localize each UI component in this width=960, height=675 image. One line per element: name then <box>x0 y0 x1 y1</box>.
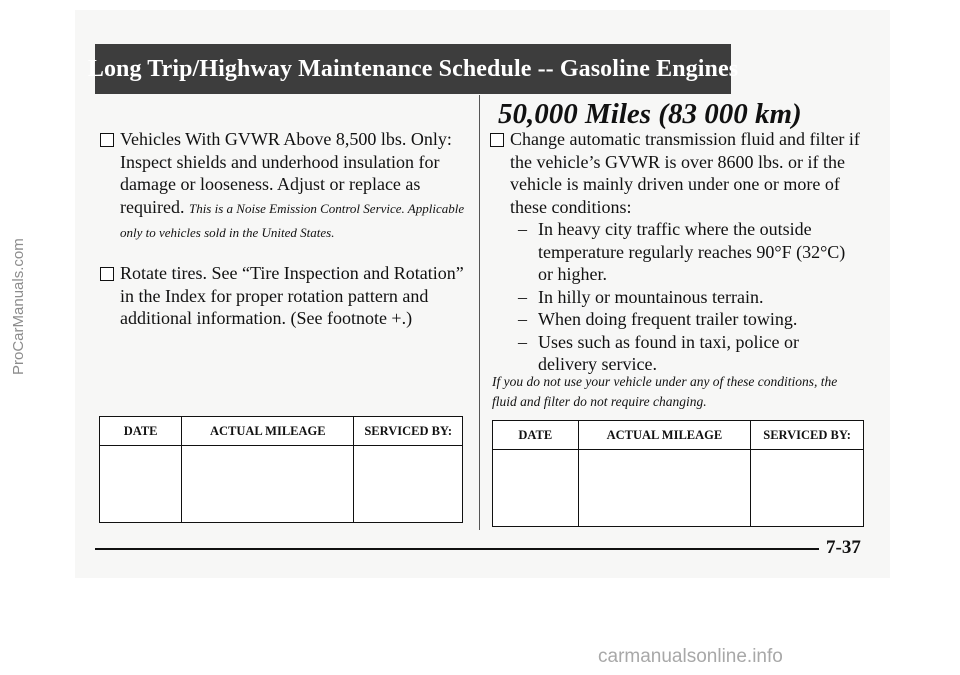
mileage-column-header: ACTUAL MILEAGE <box>578 421 751 450</box>
condition-item: – In heavy city traffic where the outside temperature regularly reaches 90°F (32°C) or higher. <box>518 219 846 284</box>
checkbox-icon <box>490 133 504 147</box>
condition-item: – In hilly or mountainous terrain. <box>518 286 764 307</box>
column-divider <box>479 95 480 530</box>
section-title: Long Trip/Highway Maintenance Schedule -- Gasoline Engines <box>87 55 739 82</box>
date-cell <box>493 450 579 527</box>
side-watermark <box>10 190 28 390</box>
checklist-item-shields <box>100 128 475 245</box>
interval-heading: 50,000 Miles (83 000 km) <box>498 98 802 130</box>
checkbox-icon <box>100 133 114 147</box>
checklist-item-transmission <box>490 128 860 218</box>
mileage-cell <box>578 450 751 527</box>
mileage-cell <box>182 446 354 523</box>
footer-watermark: carmanualsonline.info <box>598 646 783 667</box>
mileage-column-header: ACTUAL MILEAGE <box>182 417 354 446</box>
service-record-table-right <box>492 420 864 527</box>
condition-item: – When doing frequent trailer towing. <box>518 309 798 329</box>
item-rotate-tires-text: Rotate tires. See “Tire Inspection and Rotation” in the Index for proper rotation pattern and additional information. (See footnote +.) <box>120 263 464 328</box>
date-column-header: DATE <box>100 417 182 446</box>
item-shields-text: Vehicles With GVWR Above 8,500 lbs. Only: Inspect shields and underhood insulation for damage or looseness. Adjust or replace as required. <box>120 129 452 217</box>
date-column-header: DATE <box>493 421 579 450</box>
noise-emission-note: This is a Noise Emission Control Service. Applicable only to vehicles sold in the United States. <box>120 200 465 240</box>
checklist-item-rotate-tires <box>100 262 475 330</box>
date-cell <box>100 446 182 523</box>
side-watermark-text: ProCarManuals.com <box>10 238 27 375</box>
serviced-by-cell <box>751 450 864 527</box>
checkbox-icon <box>100 267 114 281</box>
bottom-rule <box>95 548 819 550</box>
section-header-bar <box>87 44 739 94</box>
serviced-by-cell <box>354 446 463 523</box>
condition-footnote: If you do not use your vehicle under any of these conditions, the fluid and filter do not require changing. <box>492 374 838 409</box>
conditions-list <box>518 218 853 376</box>
service-record-table-left <box>99 416 463 523</box>
serviced-by-column-header: SERVICED BY: <box>751 421 864 450</box>
item-transmission-text: Change automatic transmission fluid and filter if the vehicle’s GVWR is over 8600 lbs. or if the vehicle is mainly driven under one or more of these conditions: <box>510 129 860 217</box>
page-number: 7-37 <box>826 537 861 558</box>
condition-item: – Uses such as found in taxi, police or delivery service. <box>518 331 799 374</box>
serviced-by-column-header: SERVICED BY: <box>354 417 463 446</box>
